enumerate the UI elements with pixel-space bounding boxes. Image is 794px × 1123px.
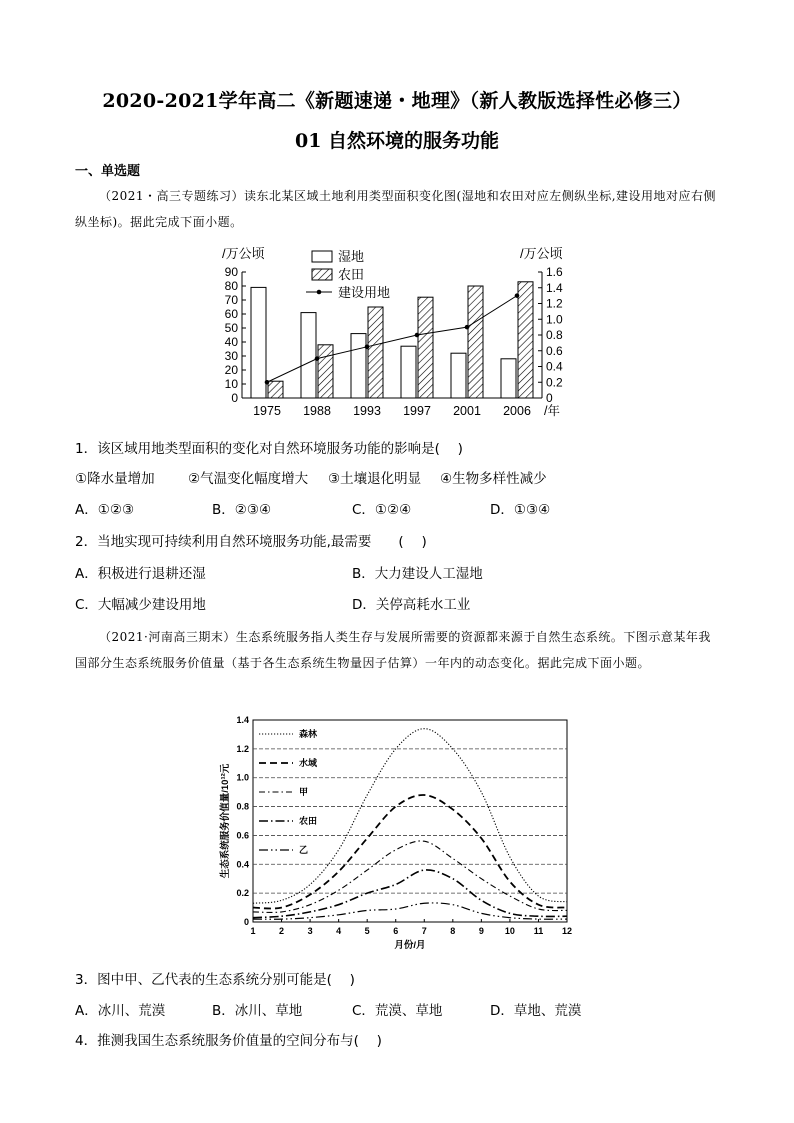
x-tick-label: 2 <box>279 926 285 936</box>
legend-swatch-farmland <box>312 269 332 280</box>
page-title: 2020-2021学年高二《新题速递・地理》（新人教版选择性必修三） <box>102 90 692 112</box>
x-tick-label: 6 <box>393 926 399 936</box>
q1-statement-2: ②气温变化幅度增大 <box>188 471 309 487</box>
right-tick-label: 1.6 <box>546 265 563 279</box>
right-tick-label: 1.0 <box>546 312 563 327</box>
right-tick-label: 0.6 <box>546 343 563 358</box>
y-tick-label: 1.0 <box>236 772 249 783</box>
bar-wetland <box>351 334 366 398</box>
bar-farmland <box>468 286 483 398</box>
x-tick-label: 7 <box>421 926 427 936</box>
q2-option-b[interactable]: B．大力建设人工湿地 <box>352 566 483 582</box>
left-tick-label: 0 <box>231 391 238 405</box>
x-tick-label: 1 <box>250 926 256 936</box>
land-use-chart <box>200 242 590 422</box>
right-tick-label: 0.8 <box>546 328 563 342</box>
question-1: 1．该区域用地类型面积的变化对自然环境服务功能的影响是( ) <box>75 441 463 457</box>
x-tick-label: 2001 <box>453 404 481 418</box>
legend-label-farmland: 农田 <box>299 816 318 826</box>
bar-wetland <box>451 353 466 398</box>
x-tick-label: 10 <box>504 926 515 936</box>
x-tick-label: 3 <box>307 926 313 936</box>
ecosystem-value-chart <box>215 712 585 957</box>
bar-farmland <box>368 307 383 398</box>
bar-wetland <box>301 313 316 398</box>
y-tick-label: 1.4 <box>236 715 249 725</box>
left-tick-label: 40 <box>224 335 238 349</box>
left-tick-label: 10 <box>224 377 238 391</box>
x-tick-label: 1988 <box>303 404 331 418</box>
left-tick-label: 20 <box>224 363 238 377</box>
point-construction <box>265 380 270 385</box>
x-tick-label: 1997 <box>403 404 431 418</box>
legend-label-wetland: 湿地 <box>338 249 365 264</box>
x-tick-label: 2006 <box>503 404 531 418</box>
point-construction <box>465 325 470 330</box>
bar-farmland <box>268 381 283 398</box>
y-axis-label: 生态系统服务价值量/10¹²元 <box>220 763 231 879</box>
x-axis-label: 月份/月 <box>394 940 426 951</box>
q3-option-c[interactable]: C．荒漠、草地 <box>352 1003 443 1019</box>
point-construction <box>315 356 320 361</box>
q1-option-b[interactable]: B．②③④ <box>212 502 272 518</box>
legend-label-construction: 建设用地 <box>338 285 391 300</box>
x-tick-label: 11 <box>533 926 544 936</box>
right-tick-label: 1.4 <box>546 280 563 295</box>
legend-label-type-b: 乙 <box>299 845 309 855</box>
q1-option-c[interactable]: C．①②④ <box>352 502 412 518</box>
legend-swatch-wetland <box>312 251 332 262</box>
line-farmland <box>253 870 567 918</box>
x-tick-label: 5 <box>364 926 370 936</box>
q2-option-a[interactable]: A．积极进行退耕还湿 <box>75 566 206 582</box>
section-title: 一、单选题 <box>75 164 141 179</box>
right-tick-label: 0.2 <box>546 375 563 390</box>
right-tick-label: 1.2 <box>546 296 563 311</box>
left-tick-label: 50 <box>224 321 238 335</box>
point-construction <box>515 293 520 298</box>
q3-option-a[interactable]: A．冰川、荒漠 <box>75 1003 166 1019</box>
y-tick-label: 0.4 <box>236 859 249 870</box>
bar-wetland <box>401 346 416 398</box>
q2-option-d[interactable]: D．关停高耗水工业 <box>352 597 471 613</box>
right-tick-label: 0.4 <box>546 359 563 374</box>
q1-option-d[interactable]: D．①③④ <box>490 502 551 518</box>
left-tick-label: 90 <box>224 265 238 279</box>
x-axis-unit: /年 <box>544 404 560 418</box>
legend-label-farmland: 农田 <box>338 267 365 282</box>
legend-marker-construction <box>317 290 322 295</box>
left-axis-label: /万公顷 <box>222 246 265 261</box>
legend-label-type-a: 甲 <box>299 787 309 797</box>
right-tick-label: 0 <box>546 391 553 405</box>
x-tick-label: 8 <box>450 926 456 936</box>
y-tick-label: 0 <box>243 917 249 927</box>
passage-2: （2021·河南高三期末）生态系统服务指人类生存与发展所需要的资源都来源于自然生态系统。下图示意某年我国部分生态系统服务价值量（基于各生态系统生物量因子估算）一年内的动态变化。据此完成下面小题。 <box>75 630 711 670</box>
q1-statement-3: ③土壤退化明显 <box>328 471 422 487</box>
q1-statement-1: ①降水量增加 <box>75 471 155 487</box>
bar-farmland <box>518 282 533 398</box>
q3-option-d[interactable]: D．草地、荒漠 <box>490 1003 582 1019</box>
x-tick-label: 4 <box>336 926 342 936</box>
bar-farmland <box>318 345 333 398</box>
x-tick-label: 9 <box>478 926 484 936</box>
x-tick-label: 12 <box>561 926 573 936</box>
x-tick-label: 1975 <box>253 404 281 418</box>
q1-option-a[interactable]: A．①②③ <box>75 502 135 518</box>
bar-wetland <box>251 287 266 398</box>
left-tick-label: 60 <box>224 307 238 321</box>
question-3: 3．图中甲、乙代表的生态系统分别可能是( ) <box>75 972 355 988</box>
right-axis-label: /万公顷 <box>520 246 563 261</box>
x-tick-label: 1993 <box>353 404 381 418</box>
question-2: 2．当地实现可持续利用自然环境服务功能,最需要 ( ) <box>75 534 427 550</box>
line-type-b <box>253 903 567 919</box>
y-tick-label: 0.8 <box>236 801 249 812</box>
y-tick-label: 1.2 <box>236 743 249 754</box>
left-tick-label: 80 <box>224 279 238 293</box>
page-subtitle: 01 自然环境的服务功能 <box>294 130 500 152</box>
point-construction <box>415 333 420 338</box>
y-tick-label: 0.6 <box>236 830 249 841</box>
q1-statement-4: ④生物多样性减少 <box>440 471 547 487</box>
bar-wetland <box>501 359 516 398</box>
legend-label-forest: 森林 <box>299 729 318 739</box>
point-construction <box>365 345 370 350</box>
question-4: 4．推测我国生态系统服务价值量的空间分布与( ) <box>75 1033 382 1049</box>
passage-1: （2021・高三专题练习）读东北某区域土地利用类型面积变化图(湿地和农田对应左侧纵坐标,建设用地对应右侧纵坐标)。据此完成下面小题。 <box>75 189 717 229</box>
left-tick-label: 30 <box>224 349 238 363</box>
q3-option-b[interactable]: B．冰川、草地 <box>212 1003 303 1019</box>
bar-farmland <box>418 297 433 398</box>
q2-option-c[interactable]: C．大幅减少建设用地 <box>75 597 206 613</box>
y-tick-label: 0.2 <box>236 888 249 899</box>
legend-label-water: 水域 <box>299 758 318 768</box>
left-tick-label: 70 <box>224 293 238 307</box>
